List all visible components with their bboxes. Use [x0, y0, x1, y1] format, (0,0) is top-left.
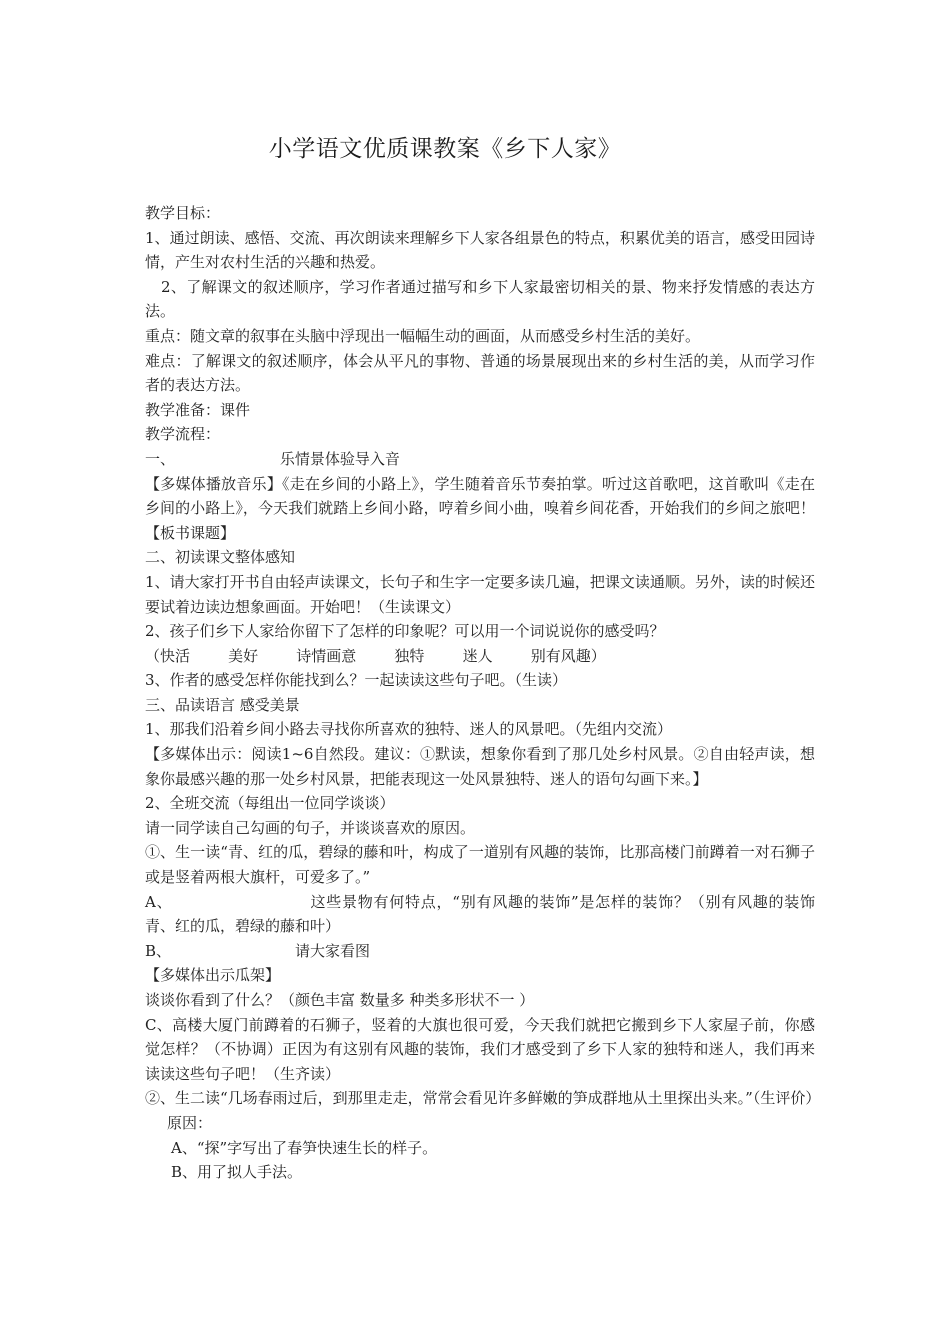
paragraph-section-2-step-1: 1、请大家打开书自由轻声读课文，长句子和生字一定要多读几遍，把课文读通顺。另外，读的时候还要试着边读边想象画面。开始吧！（生读课文） — [145, 572, 815, 616]
paragraph-process-heading: 教学流程： — [145, 425, 221, 444]
paragraph-impression-words: （快活 美好 诗情画意 独特 迷人 别有风趣） — [145, 646, 606, 665]
paragraph-reason-b: B、用了拟人手法。 — [171, 1163, 303, 1182]
paragraph-item-b: B、 请大家看图 — [145, 941, 370, 960]
paragraph-read-sentences: 请一同学读自己勾画的句子，并谈谈喜欢的原因。 — [145, 818, 476, 837]
paragraph-item-c: C、高楼大厦门前蹲着的石狮子，竖着的大旗也很可爱，今天我们就把它搬到乡下人家屋子前，你感觉怎样？（不协调）正因为有这别有风趣的装饰，我们才感受到了乡下人家的独特和迷人，我们再来读读这些句子吧！（生齐读） — [145, 1015, 815, 1083]
paragraph-objectives-heading: 教学目标： — [145, 204, 221, 222]
paragraph-objective-2: 2、了解课文的叙述顺序，学习作者通过描写和乡下人家最密切相关的景、物来抒发情感的表达方法。 — [145, 277, 815, 321]
paragraph-difficulty: 难点：了解课文的叙述顺序，体会从平凡的事物、普通的场景展现出来的乡村生活的美，从而学习作者的表达方法。 — [145, 351, 815, 395]
paragraph-discussion-question: 谈谈你看到了什么？（颜色丰富 数量多 种类多形状不一 ） — [145, 991, 535, 1009]
paragraph-key-point: 重点：随文章的叙事在头脑中浮现出一幅幅生动的画面，从而感受乡村生活的美好。 — [145, 326, 701, 345]
paragraph-section-1-body: 【多媒体播放音乐】《走在乡间的小路上》，学生随着音乐节奏拍掌。听过这首歌吧，这首歌叫《走在乡间的小路上》，今天我们就踏上乡间小路，哼着乡间小曲，嗅着乡间花香，开始我们的乡间之旅吧！【板书课题】 — [145, 474, 815, 542]
paragraph-reason-a: A、“探”字写出了春笋快速生长的样子。 — [171, 1138, 438, 1157]
paragraph-student-2-reading: ②、生二读“几场春雨过后，到那里走走，常常会看见许多鲜嫩的笋成群地从土里探出头来。”（生评价） — [145, 1089, 821, 1108]
paragraph-section-2-step-3: 3、作者的感受怎样你能找到么？一起读读这些句子吧。（生读） — [145, 671, 568, 690]
paragraph-multimedia-reading: 【多媒体出示：阅读1~6自然段。建议：①默读，想象你看到了那几处乡村风景。②自由轻声读，想象你最感兴趣的那一处乡村风景，把能表现这一处风景独特、迷人的语句勾画下来。】 — [145, 745, 815, 788]
paragraph-section-3-step-2: 2、全班交流（每组出一位同学谈谈） — [145, 794, 395, 813]
paragraph-objective-1: 1、通过朗读、感悟、交流、再次朗读来理解乡下人家各组景色的特点，积累优美的语言，感受田园诗情，产生对农村生活的兴趣和热爱。 — [145, 228, 815, 272]
paragraph-section-2-heading: 二、初读课文整体感知 — [145, 548, 296, 567]
paragraph-preparation: 教学准备：课件 — [145, 400, 251, 419]
paragraph-multimedia-melon-frame: 【多媒体出示瓜架】 — [145, 966, 281, 985]
paragraph-section-1-heading: 一、 乐情景体验导入音 — [145, 449, 400, 468]
document-body — [145, 201, 892, 1185]
paragraph-item-a: A、 这些景物有何特点，“别有风趣的装饰”是怎样的装饰？（别有风趣的装饰 青、红的瓜，碧绿的藤和叶） — [145, 892, 892, 936]
paragraph-section-2-step-2: 2、孩子们乡下人家给你留下了怎样的印象呢？可以用一个词说说你的感受吗？ — [145, 622, 665, 641]
document-title: 小学语文优质课教案《乡下人家》 — [268, 136, 622, 162]
paragraph-section-3-heading: 三、品读语言 感受美景 — [145, 695, 300, 714]
paragraph-reason-heading: 原因： — [167, 1113, 213, 1132]
paragraph-section-3-step-1: 1、那我们沿着乡间小路去寻找你所喜欢的独特、迷人的风景吧。（先组内交流） — [145, 720, 673, 739]
paragraph-student-1-reading: ①、生一读“青、红的瓜，碧绿的藤和叶，构成了一道别有风趣的装饰，比那高楼门前蹲着一对石狮子或是竖着两根大旗杆，可爱多了。” — [145, 843, 815, 887]
